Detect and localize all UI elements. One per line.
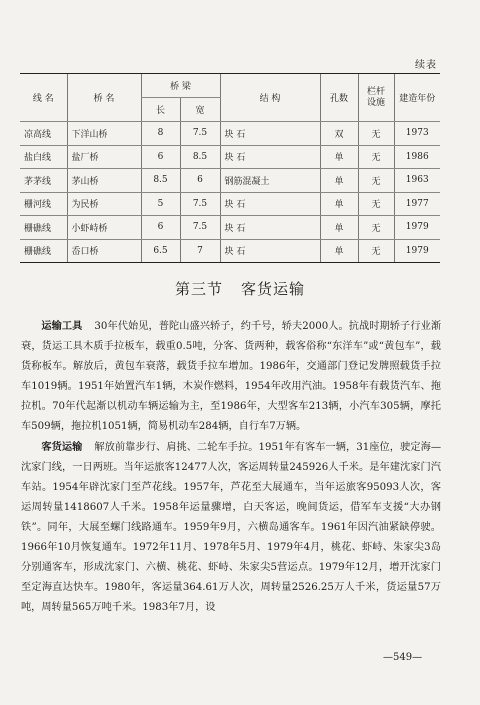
header-span-group: 桥 梁 (141, 74, 220, 98)
page-number: —549— (383, 652, 423, 663)
table-header-row (20, 74, 440, 98)
cell-width: 8.5 (180, 145, 220, 169)
cell-structure: 块 石 (220, 122, 320, 146)
cell-bridge: 为民桥 (67, 192, 141, 216)
cell-year: 1977 (394, 192, 440, 216)
table-row (20, 169, 440, 193)
cell-bridge: 岙口桥 (67, 239, 141, 263)
section-title: 客货运输 (241, 280, 306, 298)
paragraph-text: 30年代始见，普陀山盛兴轿子，约千号，轿夫2000人。抗战时期轿子行业渐衰，货运工具木质手拉板车，载重0.5吨，分客、货两种，载客俗称“东洋车”或“黄包车”，载货称板车。解放后，黄包车衰落，载货手拉车增加。1986年，交通部门登记发牌照载货手拉车1019辆。1951年始置汽车1辆，木炭作燃料，1954年改用汽油。1958年有载货汽车、拖拉机。70年代起渐以机动车辆运输为主，至1986年，大型客车213辆，小汽车305辆，摩托车509辆，拖拉机1051辆，简易机动车284辆，自行车7万辆。 (21, 321, 442, 432)
header-bridge: 桥 名 (67, 74, 141, 122)
header-holes: 孔数 (320, 74, 358, 122)
cell-bridge: 盐厂桥 (67, 145, 141, 169)
paragraph-text: 解放前靠步行、肩挑、二轮车手拉。1951年有客车一辆，31座位，驶定海—沈家门线，一日两班。当年运旅客12477人次，客运周转量245926人千米。是年建沈家门汽车站。1954年辟沈家门至芦花线。1957年，芦花至大展通车，当年运旅客95093人次，客运周转量1418607人千米。1958年运量骤增，白天客运，晚间货运，借军车支援“大办钢铁”。同年，大展至螺门线路通车。1959年9月，六横岛通客车。1961年因汽油紧缺停驶。1966年10月恢复通车。1972年11月、1978年5月、1979年4月，桃花、虾峙、朱家尖3岛分别通客车，形成沈家门、六横、桃花、虾峙、朱家尖5营运点。1979年12月，增开沈家门至定海直达快车。1980年，客运量364.61万人次，周转量2526.25万人千米，货运量57万吨，周转量565万吨千米。1983年7月，设 (21, 442, 442, 613)
table-row (20, 192, 440, 216)
cell-width: 7.5 (180, 216, 220, 240)
cell-length: 6.5 (141, 239, 180, 263)
header-width: 宽 (180, 98, 220, 122)
cell-line: 凉高线 (20, 122, 67, 146)
cell-structure: 块 石 (220, 216, 320, 240)
cell-bridge: 下洋山桥 (67, 122, 141, 146)
cell-holes: 单 (320, 192, 358, 216)
header-line: 线 名 (20, 74, 67, 122)
continued-label: 续表 (415, 60, 437, 71)
cell-structure: 块 石 (220, 145, 320, 169)
cell-line: 栅礁线 (20, 216, 67, 240)
table-row (20, 145, 440, 169)
header-structure: 结 构 (220, 74, 320, 122)
cell-railing: 无 (358, 122, 394, 146)
paragraph (21, 437, 441, 618)
cell-structure: 钢筋混凝土 (220, 169, 320, 193)
cell-year: 1973 (394, 122, 440, 146)
paragraph-heading: 运输工具 (41, 320, 83, 332)
cell-bridge: 茅山桥 (67, 169, 141, 193)
cell-railing: 无 (358, 192, 394, 216)
cell-length: 8.5 (141, 169, 180, 193)
cell-line: 盐白线 (20, 145, 67, 169)
cell-width: 6 (180, 169, 220, 193)
cell-structure: 块 石 (220, 192, 320, 216)
paragraph (21, 316, 441, 437)
cell-width: 7.5 (180, 192, 220, 216)
header-length: 长 (141, 98, 180, 122)
table-row (20, 239, 440, 263)
cell-width: 7.5 (180, 122, 220, 146)
cell-holes: 单 (320, 169, 358, 193)
header-railing: 栏杆设施 (358, 74, 394, 122)
cell-year: 1979 (394, 239, 440, 263)
cell-line: 茅茅线 (20, 169, 67, 193)
cell-railing: 无 (358, 169, 394, 193)
cell-line: 栅河线 (20, 192, 67, 216)
cell-year: 1986 (394, 145, 440, 169)
table-row (20, 122, 440, 146)
cell-holes: 双 (320, 122, 358, 146)
cell-railing: 无 (358, 145, 394, 169)
cell-year: 1963 (394, 169, 440, 193)
cell-holes: 单 (320, 239, 358, 263)
cell-year: 1979 (394, 216, 440, 240)
cell-line: 栅礁线 (20, 239, 67, 263)
paragraph-heading: 客货运输 (41, 441, 83, 453)
cell-length: 8 (141, 122, 180, 146)
cell-structure: 块 石 (220, 239, 320, 263)
cell-length: 6 (141, 145, 180, 169)
body-text (21, 316, 441, 618)
cell-railing: 无 (358, 216, 394, 240)
section-heading (0, 278, 480, 299)
header-year: 建造年份 (394, 74, 440, 122)
bridge-table (20, 73, 440, 263)
table-row (20, 216, 440, 240)
cell-bridge: 小虾峙桥 (67, 216, 141, 240)
section-number: 第三节 (174, 280, 223, 298)
cell-width: 7 (180, 239, 220, 263)
cell-holes: 单 (320, 216, 358, 240)
cell-railing: 无 (358, 239, 394, 263)
cell-length: 6 (141, 216, 180, 240)
cell-length: 5 (141, 192, 180, 216)
cell-holes: 单 (320, 145, 358, 169)
